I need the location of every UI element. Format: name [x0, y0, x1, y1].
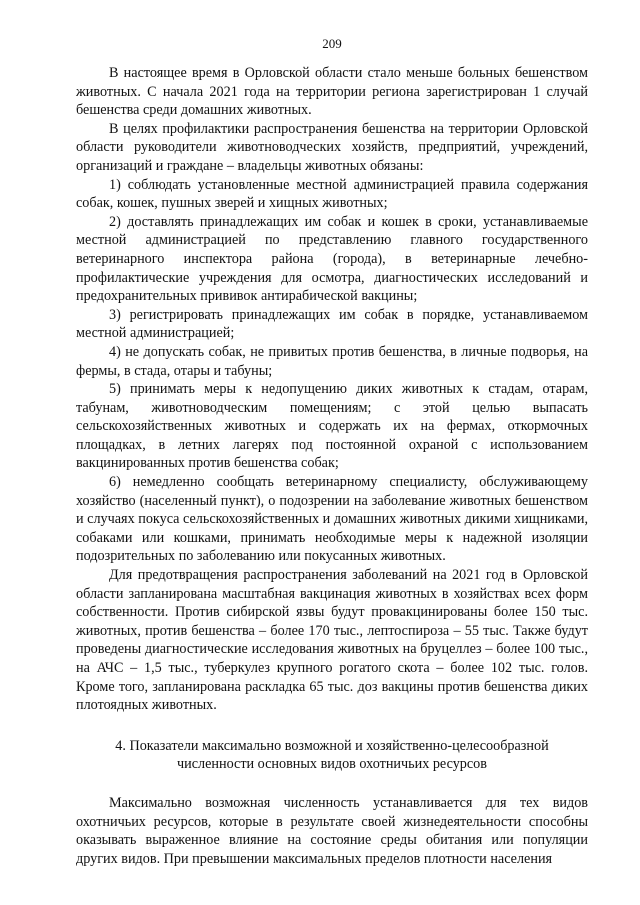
list-item-3: 3) регистрировать принадлежащих им собак в порядке, устанавливаемом местной администрацией; — [76, 306, 588, 342]
document-page — [76, 36, 588, 868]
body-text-after — [76, 794, 588, 868]
list-item-4: 4) не допускать собак, не привитых против бешенства, в личные подворья, на фермы, в стада, отары и табуны; — [76, 343, 588, 379]
section-heading — [76, 737, 588, 774]
list-item-2: 2) доставлять принадлежащих им собак и кошек в сроки, устанавливаемые местной администрацией по представлению главного государственного ветеринарного инспектора района (города), в ветеринарные лечебно-профилактические учреждения для осмотра, диагностических исследований и предохранительных прививок антирабической вакцины; — [76, 213, 588, 305]
section-heading-line-1: 4. Показатели максимально возможной и хозяйственно-целесообразной — [115, 737, 549, 754]
body-text-before — [76, 64, 588, 715]
paragraph-prevention-intro: В целях профилактики распространения бешенства на территории Орловской области руководители животноводческих хозяйств, предприятий, учреждений, организаций и граждане – владельцы животных обязаны: — [76, 120, 588, 174]
list-item-5: 5) принимать меры к недопущению диких животных к стадам, отарам, табунам, животноводческим помещениям; с этой целью выпасать сельскохозяйственных животных и содержать их на фермах, откормочных площадках, в летних лагерях под постоянной охраной с использованием вакцинированных против бешенства собак; — [76, 381, 588, 472]
list-item-6: 6) немедленно сообщать ветеринарному специалисту, обслуживающему хозяйство (населенный пункт), о подозрении на заболевание животных бешенством и случаях покуса сельскохозяйственных и домашних животных дикими хищниками, собаками или кошками, принимать необходимые меры к надежной изоляции подозрительных по заболеванию или покусанных животных. — [76, 474, 588, 565]
section-heading-line-2: численности основных видов охотничьих ресурсов — [177, 756, 487, 773]
paragraph-vaccination-plan: Для предотвращения распространения заболеваний на 2021 год в Орловской области запланирована масштабная вакцинация животных в хозяйствах всех форм собственности. Против сибирской язвы будут провакцинированы более 150 тыс. животных, против бешенства – более 170 тыс., лептоспироза – 55 тыс. Также будут проведены диагностические исследования животных на бруцеллез – более 100 тыс., на АЧС – 1,5 тыс., туберкулез крупного рогатого скота – более 102 тыс. голов. Кроме того, запланирована раскладка 65 тыс. доз вакцины против бешенства диких плотоядных животных. — [76, 567, 588, 714]
list-item-1: 1) соблюдать установленные местной администрацией правила содержания собак, кошек, пушных зверей и хищных животных; — [76, 176, 588, 212]
paragraph-max-population: Максимально возможная численность устанавливается для тех видов охотничьих ресурсов, которые в результате своей жизнедеятельности способны оказывать выраженное влияние на состояние среды обитания или популяции других видов. При превышении максимальных пределов плотности населения — [76, 794, 588, 867]
page-number: 209 — [322, 36, 342, 51]
paragraph-rabies-status: В настоящее время в Орловской области стало меньше больных бешенством животных. С начала 2021 года на территории региона зарегистрирован 1 случай бешенства среди домашних животных. — [76, 65, 588, 119]
